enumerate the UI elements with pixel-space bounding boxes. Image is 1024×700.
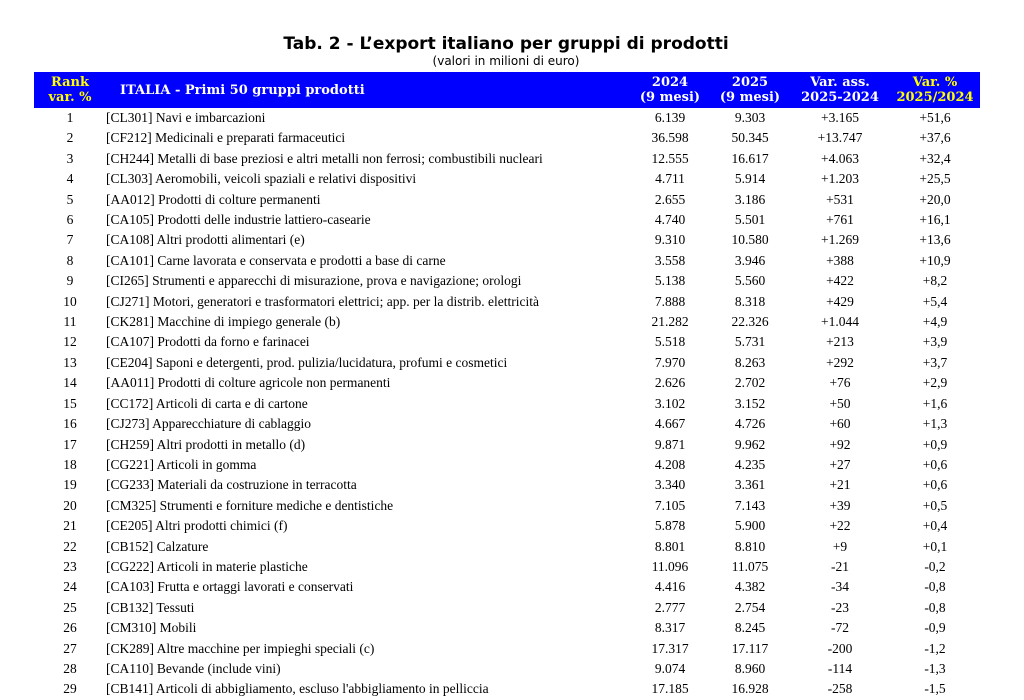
product-cell: [CL301] Navi e imbarcazioni [106, 110, 266, 125]
rank-cell: 23 [63, 558, 77, 574]
product-cell: [CM310] Mobili [106, 620, 197, 636]
var-abs-cell: -72 [831, 620, 849, 636]
table-row [34, 169, 980, 189]
table-row [34, 394, 980, 414]
value-2024-cell: 21.282 [651, 314, 689, 330]
rank-cell: 28 [63, 660, 77, 676]
var-abs-cell: -21 [831, 558, 849, 574]
var-abs-cell: +50 [829, 395, 851, 411]
var-pct-cell: -1,5 [924, 681, 946, 697]
value-2024-cell: 4.667 [654, 416, 686, 432]
var-abs-cell: +13.747 [817, 130, 863, 146]
value-2025-cell: 4.382 [734, 579, 766, 595]
table-caption [0, 34, 1024, 67]
product-cell: [CB141] Articoli di abbigliamento, escluso l'abbigliamento in pelliccia [106, 681, 489, 697]
value-2025-cell: 8.810 [734, 538, 766, 554]
var-abs-cell: -114 [827, 660, 853, 676]
var-pct-cell: +1,6 [922, 395, 948, 411]
product-cell: [CJ273] Apparecchiature di cablaggio [106, 416, 312, 432]
table-header-row [34, 72, 980, 108]
header-rank [34, 72, 106, 108]
product-cell: [CB132] Tessuti [106, 599, 195, 615]
rank-cell: 21 [63, 518, 77, 534]
value-2024-cell: 8.317 [654, 620, 686, 636]
rank-cell: 12 [63, 334, 77, 350]
var-pct-cell: +32,4 [919, 150, 951, 166]
table-row [34, 149, 980, 169]
table-row [34, 251, 980, 271]
value-2025-cell: 3.361 [734, 477, 766, 493]
var-abs-cell: +92 [829, 436, 851, 452]
value-2025-cell: 5.914 [734, 171, 766, 187]
var-pct-cell: +10,9 [919, 252, 951, 268]
rank-cell: 9 [66, 273, 74, 289]
var-abs-cell: +429 [826, 293, 854, 309]
table-row [34, 455, 980, 475]
product-cell: [CA105] Prodotti delle industrie lattiero-casearie [106, 212, 371, 228]
var-abs-cell: +388 [826, 252, 854, 268]
value-2025-cell: 22.326 [731, 314, 769, 330]
table-row [34, 618, 980, 638]
value-2024-cell: 9.074 [654, 660, 686, 676]
table-title: Tab. 2 - L’export italiano per gruppi di prodotti [283, 34, 729, 54]
table-row [34, 292, 980, 312]
product-cell: [CJ271] Motori, generatori e trasformatori elettrici; app. per la distrib. elettricità [106, 293, 539, 309]
rank-cell: 17 [63, 436, 77, 452]
table-row [34, 128, 980, 148]
rank-cell: 22 [63, 538, 77, 554]
product-cell: [CF212] Medicinali e preparati farmaceutici [106, 130, 346, 146]
var-pct-cell: +0,9 [922, 436, 948, 452]
var-abs-cell: +9 [832, 538, 848, 554]
var-abs-cell: +422 [826, 273, 854, 289]
rank-cell: 15 [63, 395, 77, 411]
header-rank-line2: var. % [48, 90, 92, 105]
table-row [34, 108, 980, 128]
value-2025-cell: 7.143 [734, 497, 766, 513]
product-cell: [CK289] Altre macchine per impieghi speciali (c) [106, 640, 375, 656]
value-2024-cell: 9.310 [654, 232, 686, 248]
var-abs-cell: +60 [829, 416, 851, 432]
rank-cell: 25 [63, 599, 77, 615]
value-2024-cell: 2.626 [654, 375, 686, 391]
table-row [34, 679, 980, 699]
value-2025-cell: 2.754 [734, 599, 766, 615]
value-2024-cell: 6.139 [654, 110, 686, 125]
value-2025-cell: 3.946 [734, 252, 766, 268]
product-cell: [AA011] Prodotti di colture agricole non permanenti [106, 375, 391, 391]
var-abs-cell: +76 [829, 375, 851, 391]
var-pct-cell: +3,9 [922, 334, 948, 350]
value-2024-cell: 17.185 [651, 681, 689, 697]
value-2025-cell: 4.235 [734, 456, 766, 472]
var-pct-cell: -0,8 [924, 599, 946, 615]
rank-cell: 8 [66, 252, 74, 268]
var-pct-cell: -1,3 [924, 660, 946, 676]
rank-cell: 24 [63, 579, 77, 595]
value-2024-cell: 4.208 [654, 456, 686, 472]
var-pct-cell: +0,5 [922, 497, 948, 513]
var-abs-cell: +21 [829, 477, 851, 493]
var-pct-cell: +0,1 [922, 538, 948, 554]
value-2025-cell: 50.345 [731, 130, 769, 146]
product-cell: [CM325] Strumenti e forniture mediche e dentistiche [106, 497, 394, 513]
rank-cell: 7 [66, 232, 74, 248]
product-cell: [CA101] Carne lavorata e conservata e prodotti a base di carne [106, 252, 446, 268]
value-2025-cell: 9.303 [734, 110, 766, 125]
value-2024-cell: 36.598 [651, 130, 689, 146]
value-2025-cell: 3.186 [734, 191, 766, 207]
table-row [34, 598, 980, 618]
var-pct-cell: +4,9 [922, 314, 948, 330]
header-var-pct [890, 72, 980, 108]
rank-cell: 16 [63, 416, 77, 432]
header-var-abs-line2: 2025-2024 [801, 90, 879, 105]
product-cell: [CK281] Macchine di impiego generale (b) [106, 314, 341, 330]
value-2025-cell: 9.962 [734, 436, 766, 452]
var-pct-cell: +8,2 [922, 273, 948, 289]
rank-cell: 3 [66, 150, 74, 166]
var-abs-cell: +531 [826, 191, 854, 207]
rank-cell: 1 [66, 110, 74, 125]
table-row [34, 435, 980, 455]
value-2025-cell: 4.726 [734, 416, 766, 432]
value-2025-cell: 5.900 [734, 518, 766, 534]
value-2025-cell: 16.928 [731, 681, 769, 697]
var-abs-cell: -23 [831, 599, 849, 615]
var-abs-cell: +213 [826, 334, 854, 350]
var-abs-cell: +4.063 [821, 150, 859, 166]
var-abs-cell: +3.165 [821, 110, 859, 125]
table-row [34, 414, 980, 434]
value-2024-cell: 9.871 [654, 436, 686, 452]
value-2025-cell: 5.731 [734, 334, 766, 350]
rank-cell: 4 [66, 171, 74, 187]
value-2024-cell: 7.105 [654, 497, 686, 513]
var-pct-cell: -0,9 [924, 620, 946, 636]
value-2024-cell: 7.888 [654, 293, 686, 309]
value-2025-cell: 8.245 [734, 620, 766, 636]
table-row [34, 557, 980, 577]
value-2024-cell: 4.416 [654, 579, 686, 595]
value-2024-cell: 3.340 [654, 477, 686, 493]
value-2025-cell: 11.075 [731, 558, 769, 574]
value-2024-cell: 11.096 [651, 558, 689, 574]
header-var-pct-line1: Var. % [912, 75, 958, 90]
var-pct-cell: +13,6 [919, 232, 951, 248]
rank-cell: 13 [63, 354, 77, 370]
product-cell: [CG221] Articoli in gomma [106, 456, 257, 472]
table-row [34, 230, 980, 250]
var-pct-cell: +37,6 [919, 130, 951, 146]
var-pct-cell: -0,2 [924, 558, 946, 574]
value-2024-cell: 2.777 [654, 599, 686, 615]
product-cell: [CG233] Materiali da costruzione in terracotta [106, 477, 357, 493]
rank-cell: 18 [63, 456, 77, 472]
rank-cell: 26 [63, 620, 77, 636]
var-abs-cell: +1.044 [821, 314, 859, 330]
table-subtitle: (valori in milioni di euro) [432, 54, 580, 68]
var-pct-cell: +25,5 [919, 171, 951, 187]
value-2024-cell: 5.878 [654, 518, 686, 534]
rank-cell: 14 [63, 375, 77, 391]
value-2025-cell: 2.702 [734, 375, 766, 391]
value-2024-cell: 17.317 [651, 640, 689, 656]
rank-cell: 5 [66, 191, 74, 207]
header-2025 [710, 72, 790, 108]
product-cell: [CC172] Articoli di carta e di cartone [106, 395, 308, 411]
var-pct-cell: +0,6 [922, 477, 948, 493]
rank-cell: 2 [66, 130, 74, 146]
var-pct-cell: +16,1 [919, 212, 951, 228]
value-2025-cell: 10.580 [731, 232, 769, 248]
rank-cell: 10 [63, 293, 77, 309]
var-pct-cell: +5,4 [922, 293, 948, 309]
product-cell: [CH259] Altri prodotti in metallo (d) [106, 436, 306, 452]
table-row [34, 312, 980, 332]
value-2024-cell: 3.102 [654, 395, 686, 411]
product-cell: [CA107] Prodotti da forno e farinacei [106, 334, 310, 350]
product-cell: [CH244] Metalli di base preziosi e altri metalli non ferrosi; combustibili nucleari [106, 150, 543, 166]
value-2024-cell: 5.138 [654, 273, 686, 289]
value-2025-cell: 5.501 [734, 212, 766, 228]
var-abs-cell: +27 [829, 456, 851, 472]
table-row [34, 577, 980, 597]
var-pct-cell: +3,7 [922, 354, 948, 370]
product-cell: [AA012] Prodotti di colture permanenti [106, 191, 321, 207]
value-2024-cell: 12.555 [651, 150, 689, 166]
header-2024-line1: 2024 [651, 75, 689, 90]
var-pct-cell: +51,6 [919, 110, 951, 125]
header-2025-line1: 2025 [731, 75, 769, 90]
value-2025-cell: 3.152 [734, 395, 766, 411]
var-abs-cell: +1.269 [821, 232, 859, 248]
value-2024-cell: 4.711 [655, 171, 685, 187]
value-2025-cell: 16.617 [731, 150, 769, 166]
rank-cell: 19 [63, 477, 77, 493]
value-2024-cell: 7.970 [654, 354, 686, 370]
product-cell: [CA108] Altri prodotti alimentari (e) [106, 232, 305, 248]
table-row [34, 332, 980, 352]
value-2024-cell: 2.655 [654, 191, 686, 207]
table-body [34, 108, 980, 700]
value-2025-cell: 8.960 [734, 660, 766, 676]
table-row [34, 190, 980, 210]
product-cell: [CA103] Frutta e ortaggi lavorati e conservati [106, 579, 354, 595]
var-abs-cell: +22 [829, 518, 851, 534]
var-pct-cell: +0,6 [922, 456, 948, 472]
var-pct-cell: -0,8 [924, 579, 946, 595]
header-var-abs [790, 72, 890, 108]
var-pct-cell: +0,4 [922, 518, 948, 534]
table-row [34, 475, 980, 495]
header-rank-line1: Rank [51, 75, 89, 90]
table-row [34, 659, 980, 679]
table-row [34, 537, 980, 557]
table-row [34, 373, 980, 393]
var-abs-cell: -200 [827, 640, 853, 656]
table-row [34, 496, 980, 516]
header-2025-line2: (9 mesi) [719, 90, 781, 105]
rank-cell: 20 [63, 497, 77, 513]
var-abs-cell: -258 [827, 681, 853, 697]
table-row [34, 639, 980, 659]
value-2025-cell: 8.263 [734, 354, 766, 370]
var-abs-cell: +39 [829, 497, 851, 513]
var-abs-cell: +292 [826, 354, 854, 370]
header-product: ITALIA - Primi 50 gruppi prodotti [106, 72, 630, 108]
product-cell: [CI265] Strumenti e apparecchi di misurazione, prova e navigazione; orologi [106, 273, 522, 289]
product-cell: [CL303] Aeromobili, veicoli spaziali e relativi dispositivi [106, 171, 417, 187]
value-2024-cell: 3.558 [654, 252, 686, 268]
value-2024-cell: 5.518 [654, 334, 686, 350]
var-pct-cell: +20,0 [919, 191, 951, 207]
var-pct-cell: +1,3 [922, 416, 948, 432]
export-table [34, 72, 980, 700]
value-2024-cell: 8.801 [654, 538, 686, 554]
header-2024-line2: (9 mesi) [639, 90, 701, 105]
rank-cell: 29 [63, 681, 77, 697]
var-abs-cell: +1.203 [821, 171, 859, 187]
value-2025-cell: 17.117 [731, 640, 769, 656]
table-row [34, 210, 980, 230]
rank-cell: 27 [63, 640, 77, 656]
rank-cell: 11 [63, 314, 77, 330]
table-row [34, 271, 980, 291]
product-cell: [CA110] Bevande (include vini) [106, 660, 281, 676]
table-row [34, 353, 980, 373]
product-cell: [CG222] Articoli in materie plastiche [106, 558, 308, 574]
var-abs-cell: +761 [826, 212, 854, 228]
header-2024 [630, 72, 710, 108]
table-row [34, 516, 980, 536]
header-var-pct-line2: 2025/2024 [896, 90, 974, 105]
value-2025-cell: 8.318 [734, 293, 766, 309]
product-cell: [CE204] Saponi e detergenti, prod. pulizia/lucidatura, profumi e cosmetici [106, 354, 508, 370]
var-pct-cell: -1,2 [924, 640, 946, 656]
value-2025-cell: 5.560 [734, 273, 766, 289]
var-abs-cell: -34 [831, 579, 849, 595]
rank-cell: 6 [66, 212, 74, 228]
value-2024-cell: 4.740 [654, 212, 686, 228]
product-cell: [CE205] Altri prodotti chimici (f) [106, 518, 288, 534]
header-var-abs-line1: Var. ass. [810, 75, 870, 90]
var-pct-cell: +2,9 [922, 375, 948, 391]
product-cell: [CB152] Calzature [106, 538, 209, 554]
